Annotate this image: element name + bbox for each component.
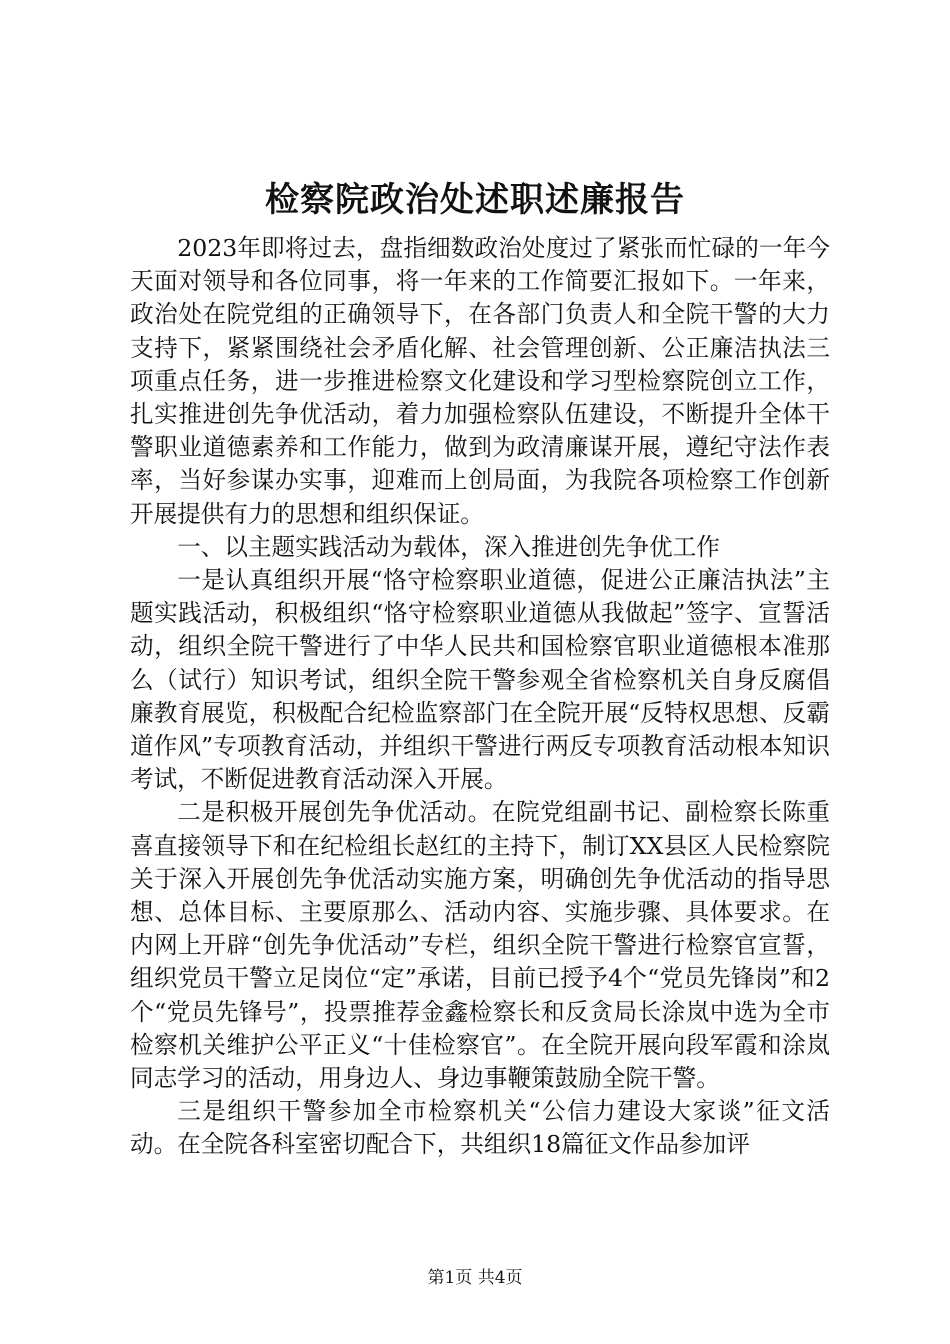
paragraph-item-2: 二是积极开展创先争优活动。在院党组副书记、副检察长陈重喜直接领导下和在纪检组长赵红的主持下，制订XX县区人民检察院关于深入开展创先争优活动实施方案，明确创先争优活动的指导思想、总体目标、主要原那么、活动内容、实施步骤、具体要求。在内网上开辟“创先争优活动”专栏，组织全院干警进行检察官宣誓，组织党员干警立足岗位“定”承诺，目前已授予4个“党员先锋岗”和2个“党员先锋号”，投票推荐金鑫检察长和反贪局长涂岚中选为全市检察机关维护公平正义“十佳检察官”。在全院开展向段军霞和涂岚同志学习的活动，用身边人、身边事鞭策鼓励全院干警。 (130, 798, 830, 1093)
document-title: 检察院政治处述职述廉报告 (265, 180, 685, 220)
paragraph-item-3: 三是组织干警参加全市检察机关“公信力建设大家谈”征文活动。在全院各科室密切配合下，共组织18篇征文作品参加评 (130, 1097, 830, 1159)
section-heading-1: 一、以主题实践活动为载体，深入推进创先争优工作 (177, 532, 720, 561)
page-number-footer: 第1页 共4页 (427, 1268, 523, 1288)
paragraph-intro: 2023年即将过去，盘指细数政治处度过了紧张而忙碌的一年今天面对领导和各位同事，将一年来的工作简要汇报如下。一年来，政治处在院党组的正确领导下，在各部门负责人和全院干警的大力支持下，紧紧围绕社会矛盾化解、社会管理创新、公正廉洁执法三项重点任务，进一步推进检察文化建设和学习型检察院创立工作，扎实推进创先争优活动，着力加强检察队伍建设，不断提升全体干警职业道德素养和工作能力，做到为政清廉谋开展，遵纪守法作表率，当好参谋办实事，迎难而上创局面，为我院各项检察工作创新开展提供有力的思想和组织保证。 (130, 234, 830, 528)
document-body (130, 232, 830, 1162)
paragraph-item-1: 一是认真组织开展“恪守检察职业道德，促进公正廉洁执法”主题实践活动，积极组织“恪守检察职业道德从我做起”签字、宣誓活动，组织全院干警进行了中华人民共和国检察官职业道德根本准那么（试行）知识考试，组织全院干警参观全省检察机关自身反腐倡廉教育展览，积极配合纪检监察部门在全院开展“反特权思想、反霸道作风”专项教育活动，并组织干警进行两反专项教育活动根本知识考试，不断促进教育活动深入开展。 (130, 566, 830, 794)
